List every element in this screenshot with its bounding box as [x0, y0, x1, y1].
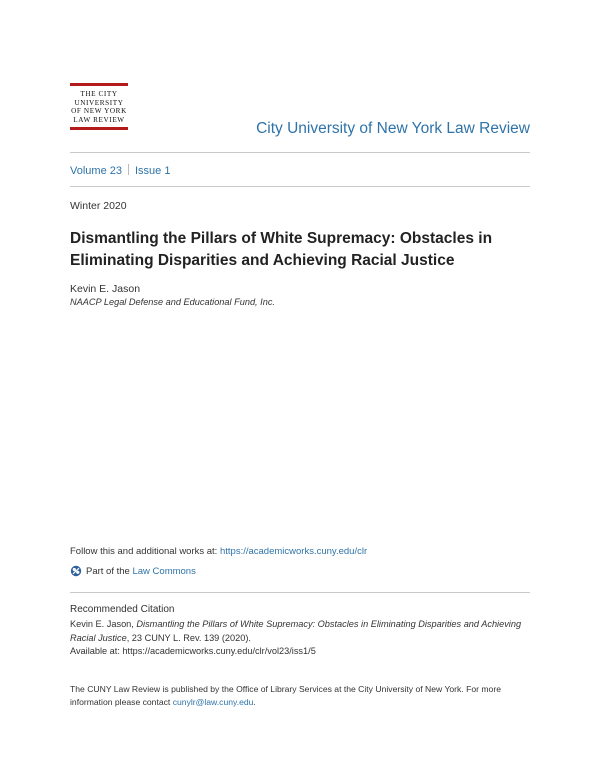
journal-logo [70, 83, 128, 130]
divider [70, 152, 530, 153]
part-of-prefix: Part of the [86, 565, 130, 577]
citation-heading: Recommended Citation [70, 604, 175, 615]
citation-author: Kevin E. Jason, [70, 619, 137, 629]
logo-top-bar [70, 83, 128, 86]
part-of-line [70, 565, 196, 577]
logo-line: OF NEW YORK [71, 107, 127, 116]
collection-link[interactable]: https://academicworks.cuny.edu/clr [219, 546, 368, 557]
article-title: Dismantling the Pillars of White Supremacy: Obstacles in Eliminating Disparities and Achieving Racial Justice [70, 230, 493, 269]
volume-link[interactable]: Volume 23 [70, 165, 122, 177]
issue-info [70, 164, 170, 177]
follow-text: Follow this and additional works at: [70, 546, 220, 557]
citation-source: , 23 CUNY L. Rev. 139 (2020). [126, 632, 251, 643]
logo-line: LAW REVIEW [73, 115, 125, 124]
contact-email-link[interactable]: cunylr@law.cuny.edu [172, 696, 254, 707]
author-name: Kevin E. Jason [70, 283, 141, 295]
follow-line [70, 546, 367, 557]
footer-note [70, 683, 540, 708]
footer-end: . [253, 696, 256, 707]
divider [70, 592, 530, 593]
citation-title: Dismantling the Pillars of White Supremacy: Obstacles in Eliminating Disparities and Achieving Racial Justice [70, 619, 522, 643]
footer-text: The CUNY Law Review is published by the Office of Library Services at the City University of New York. For more information please contact [70, 684, 501, 707]
logo-bottom-bar [70, 127, 128, 130]
divider [70, 186, 530, 187]
issue-link[interactable]: Issue 1 [134, 165, 171, 177]
citation-body [70, 618, 540, 659]
logo-line: UNIVERSITY [74, 98, 124, 107]
publication-date: Winter 2020 [70, 200, 127, 212]
commons-network-icon [70, 565, 82, 577]
issue-separator [128, 164, 129, 175]
author-affiliation: NAACP Legal Defense and Educational Fund, Inc. [70, 297, 275, 307]
law-commons-link[interactable]: Law Commons [132, 565, 196, 577]
journal-title-link[interactable]: City University of New York Law Review [256, 120, 530, 137]
citation-available[interactable]: Available at: https://academicworks.cuny.edu/clr/vol23/iss1/5 [70, 646, 316, 656]
logo-line: THE CITY [80, 90, 118, 98]
